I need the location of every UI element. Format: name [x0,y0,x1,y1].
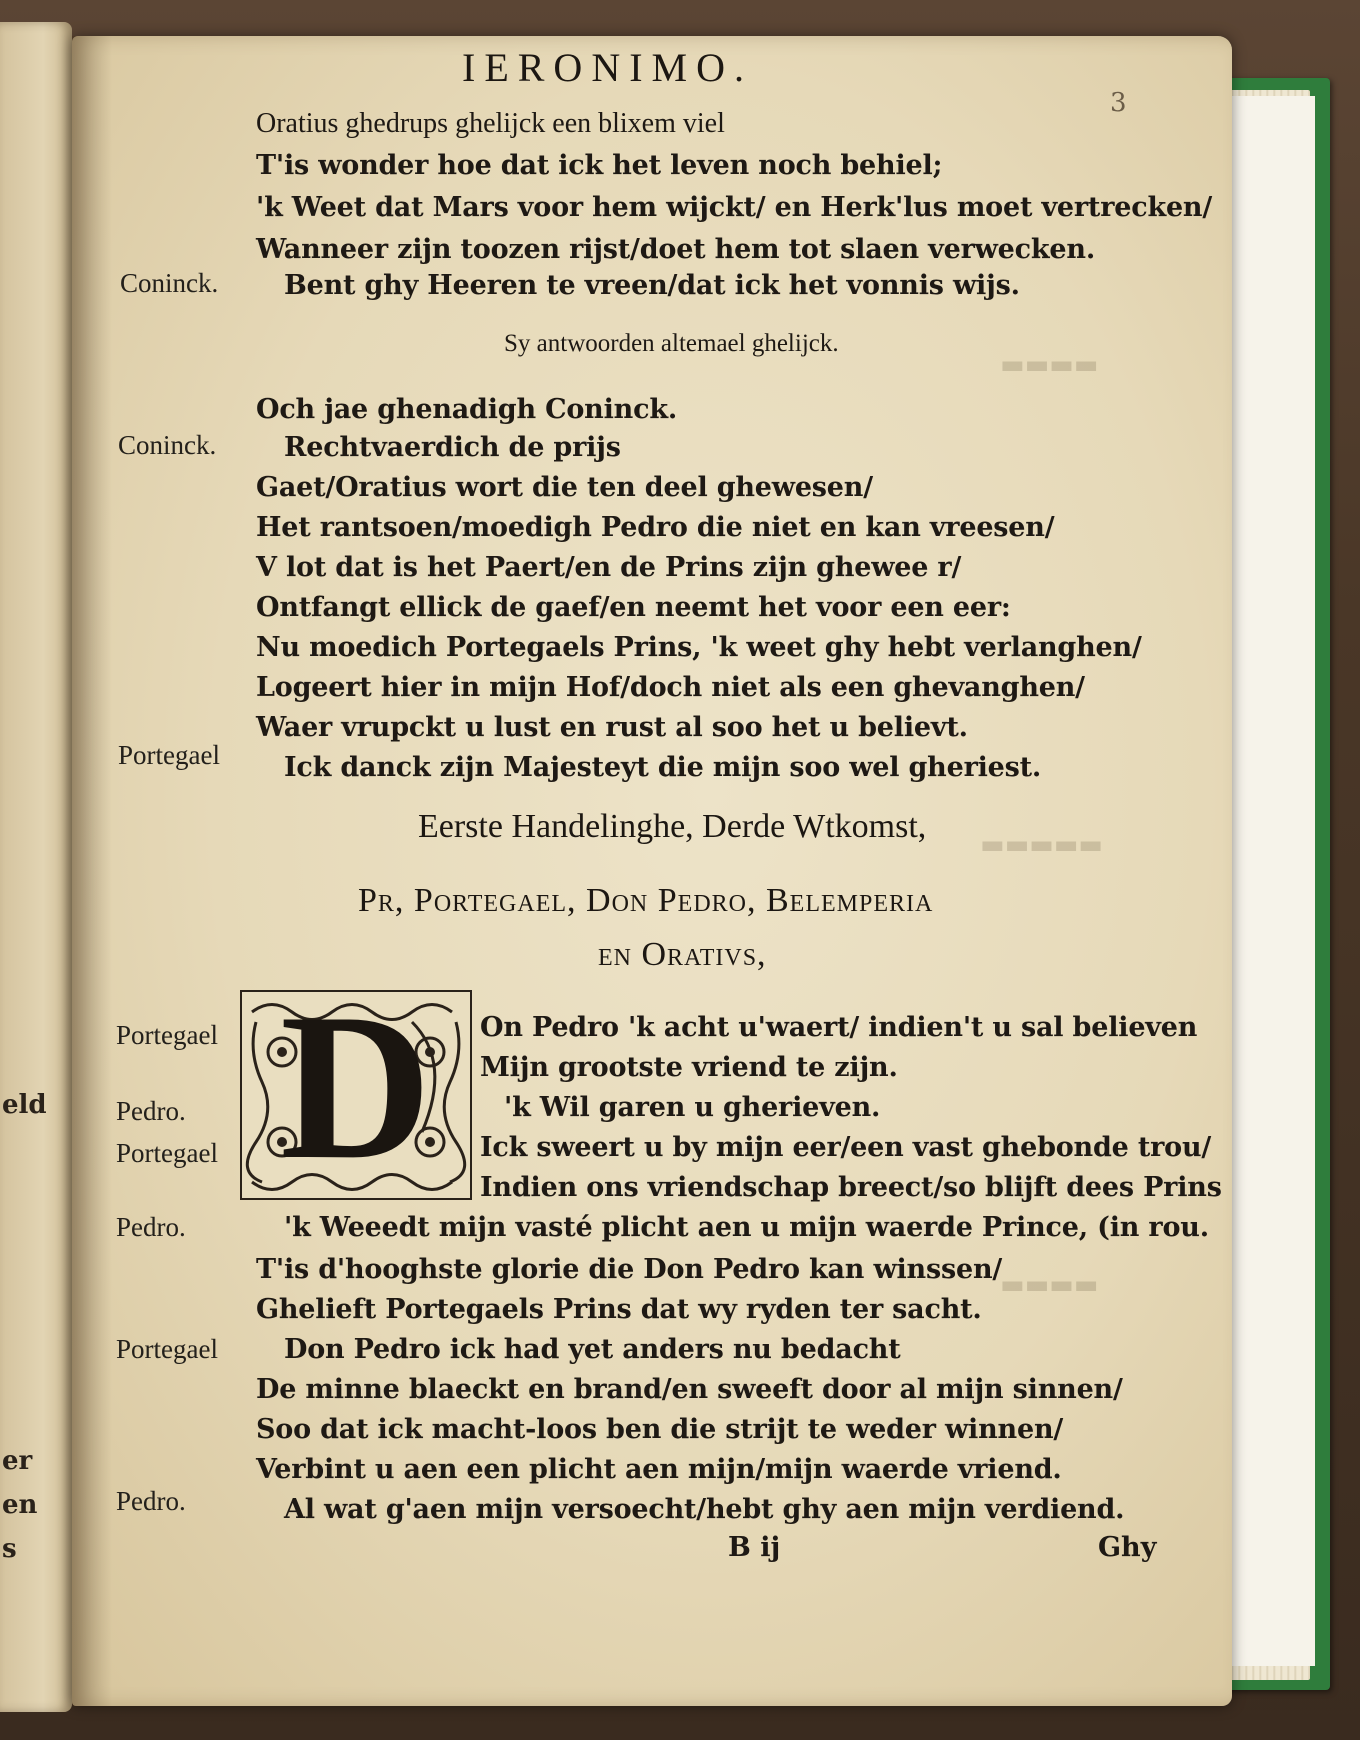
show-through: ▬▬▬▬ [1000,350,1099,380]
initial-letter: D [280,990,432,1200]
speaker-label: Pedro. [116,1486,186,1516]
verse-line: Soo dat ick macht-loos ben die strijt te weder winnen/ [256,1414,1064,1445]
verse-line: 'k Weet dat Mars voor hem wijckt/ en Herk'lus moet vertrecken/ [256,192,1213,223]
speaker-label: Pedro. [116,1096,186,1126]
show-through: ▬▬▬▬ [1000,1270,1099,1300]
verse-line: Oratius ghedrups ghelijck een blixem viel [256,108,725,139]
speaker-label: Portegael [116,1334,218,1364]
speaker-label: Portegael [116,1138,218,1168]
speaker-label: Portegael [118,740,220,770]
gutter-shadow [72,36,112,1706]
speaker-label: Portegael [116,1020,218,1050]
verse-line: Het rantsoen/moedigh Pedro die niet en kan vreesen/ [256,512,1055,543]
verse-line: Och jae ghenadigh Coninck. [256,394,678,425]
verse-line: Verbint u aen een plicht aen mijn/mijn waerde vriend. [256,1454,1062,1485]
folio-number: 3 [1110,88,1127,118]
verse-line: On Pedro 'k acht u'waert/ indien't u sal believen [480,1012,1198,1043]
verse-line: Wanneer zijn toozen rijst/doet hem tot slaen verwecken. [256,234,1096,265]
left-page [0,22,72,1712]
verse-line: Ick sweert u by mijn eer/een vast ghebonde trou/ [480,1132,1212,1163]
left-page-fragment: er [2,1446,33,1476]
verse-line: Ghelieft Portegaels Prins dat wy ryden ter sacht. [256,1294,982,1325]
verse-line: Al wat g'aen mijn versoecht/hebt ghy aen mijn verdiend. [284,1494,1125,1525]
verse-line: Don Pedro ick had yet anders nu bedacht [284,1334,901,1365]
stage-direction: Sy antwoorden altemael ghelijck. [504,330,839,357]
scene-cast: Pr, Portegael, Don Pedro, Belemperia [358,882,934,919]
left-page-fragment: eld [2,1090,47,1120]
speaker-label: Coninck. [120,268,219,298]
decorated-initial [240,990,472,1200]
verse-line: Rechtvaerdich de prijs [284,432,621,463]
verse-line: T'is d'hooghste glorie die Don Pedro kan winssen/ [256,1254,1003,1285]
verse-line: T'is wonder hoe dat ick het leven noch behiel; [256,150,943,181]
endpaper [1225,96,1315,1666]
speaker-label: Coninck. [118,430,217,460]
verse-line: Indien ons vriendschap breect/so blijft dees Prins [480,1172,1222,1203]
verse-line: V lot dat is het Paert/en de Prins zijn ghewee r/ [256,552,962,583]
verse-line: 'k Weeedt mijn vasté plicht aen u mijn waerde Prince, (in rou. [284,1212,1209,1243]
verse-line: 'k Wil garen u gherieven. [504,1092,881,1123]
signature-mark: B ij [728,1532,781,1563]
scene-title: Eerste Handelinghe, Derde Wtkomst, [418,808,927,845]
running-head: IERONIMO. [462,45,753,90]
verse-line: De minne blaeckt en brand/en sweeft door al mijn sinnen/ [256,1374,1123,1405]
verse-line: Waer vrupckt u lust en rust al soo het u believt. [256,712,968,743]
verse-line: Ontfangt ellick de gaef/en neemt het voor een eer: [256,592,1011,623]
verse-line: Bent ghy Heeren te vreen/dat ick het vonnis wijs. [284,270,1020,301]
verse-line: Ick danck zijn Majesteyt die mijn soo wel gheriest. [284,752,1042,783]
left-page-fragment: s [2,1534,17,1564]
scene-cast: en Orativs, [598,936,767,973]
catchword: Ghy [1098,1532,1157,1563]
verse-line: Mijn grootste vriend te zijn. [480,1052,898,1083]
verse-line: Nu moedich Portegaels Prins, 'k weet ghy hebt verlanghen/ [256,632,1142,663]
verse-line: Gaet/Oratius wort die ten deel ghewesen/ [256,472,873,503]
verse-line: Logeert hier in mijn Hof/doch niet als een ghevanghen/ [256,672,1085,703]
left-page-fragment: en [2,1490,38,1520]
show-through: ▬▬▬▬▬ [980,830,1103,860]
speaker-label: Pedro. [116,1212,186,1242]
